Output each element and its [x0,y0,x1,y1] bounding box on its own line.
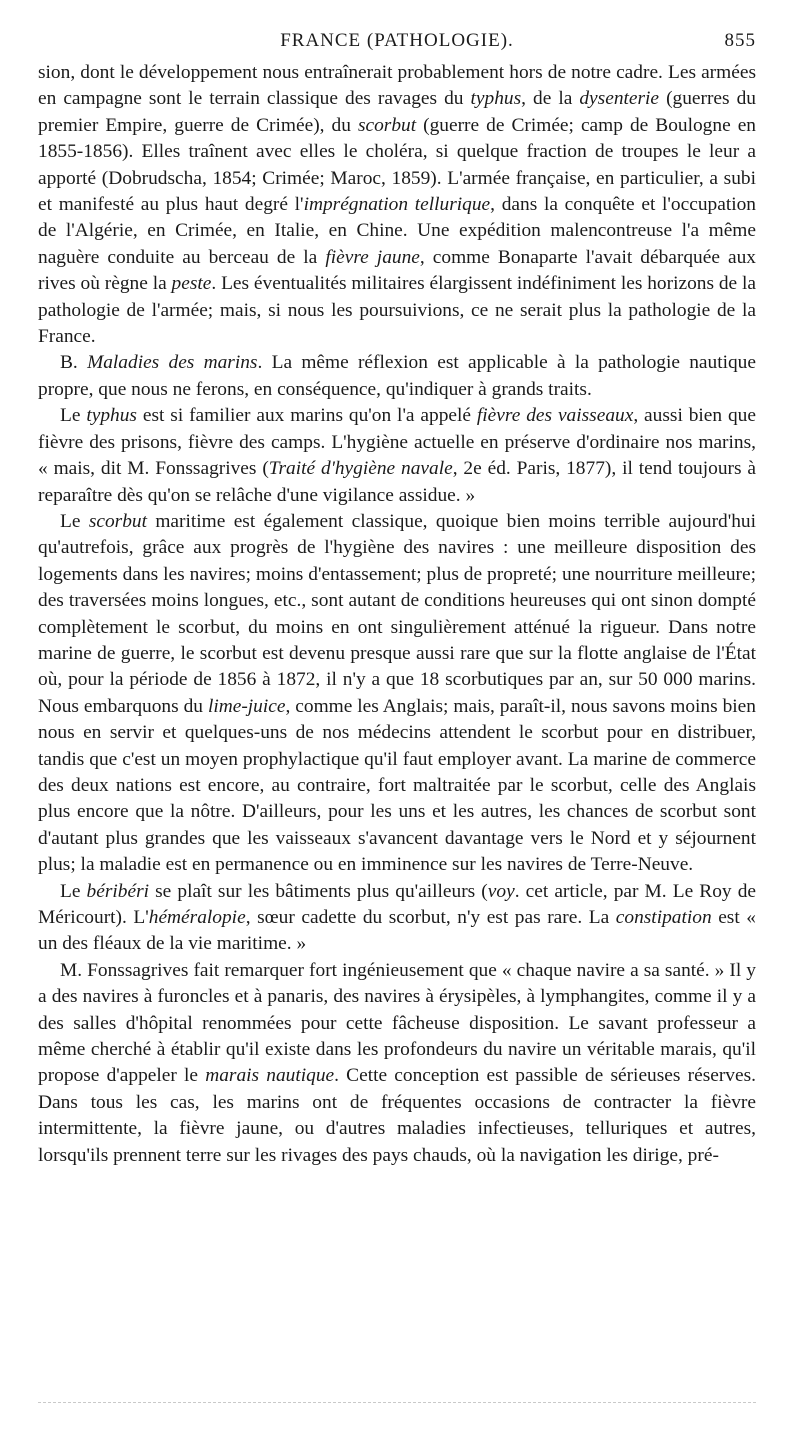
text-run: (guerre de Crimée; camp de Boulogne en 1855-1856). Elles traînent avec elles le choléra, si quelque fraction de troupes le leur a apporté (Dobrudscha, 1854; Crimée; Maroc, 1859). L'armée française, en particulier, a subi et manifesté au plus haut degré l' [38,114,757,216]
text-run: , dans la conquête et l'occupation de l'Algérie, en Crimée, en Italie, en Chine. Une expédition malencontreuse l'a même naguère conduite au berceau de la [38,194,756,268]
text-run: , comme Bonaparte l'avait débarquée aux rives où règne la [38,246,756,295]
text-run: , sœur cadette du scorbut, n'y est pas rare. La [245,907,616,928]
text-run: B. [60,352,88,374]
footer-rule [38,1402,756,1403]
italic-run: typhus [470,88,522,110]
italic-run: fièvre des vaisseaux [476,405,634,427]
italic-run: fièvre jaune [325,246,420,268]
text-run: Le [60,880,87,902]
italic-run: Maladies des marins [87,352,258,374]
paragraph [38,60,756,350]
italic-run: peste [171,273,212,295]
text-run: . cet article, par M. Le Roy de Méricourt). L' [38,880,756,928]
text-run: M. Fonssagrives fait remarquer fort ingénieusement que « chaque navire a sa santé. » Il y a des navires à furoncles et à panaris, des navires à érysipèles, à lymphangites, comme il y a des salles d'hôpital renommées pour cette fâcheuse disposition. Le savant professeur a même cherché à établir qu'il existe dans les profondeurs du navire un véritable marais, qu'il propose d'appeler le [38,959,756,1087]
italic-run: lime-juice [207,695,286,717]
text-run: est si familier aux marins qu'on l'a appelé [136,405,477,427]
italic-run: typhus [86,405,137,427]
italic-run: constipation [615,907,712,928]
italic-run: scorbut [357,114,417,136]
text-run: , de la [521,88,580,110]
running-title: FRANCE (PATHOLOGIE). [280,30,514,51]
italic-run: voy [487,880,515,902]
text-run: , aussi bien que fièvre des prisons, fièvre des camps. L'hygiène actuelle en préserve d'ordinaire nos marins, « mais, dit M. Fonssagrives ( [38,405,756,480]
italic-run: scorbut [88,510,147,532]
paragraph [38,879,756,958]
paragraph [38,403,756,509]
italic-run: dysenterie [579,88,660,110]
page-number: 855 [724,30,756,51]
text-run: . Cette conception est passible de sérieuses réserves. Dans tous les cas, les marins ont de fréquentes occasions de contracter la fièvre intermittente, la fièvre jaune, ou d'autres maladies infectieuses, telluriques et autres, lorsqu'ils prennent terre sur les rivages des pays chauds, où la navigation les dirige, pré- [38,1065,756,1166]
italic-run: béribéri [86,880,150,902]
paragraph [38,958,756,1169]
text-run: Le [60,405,87,427]
text-run: , 2e éd. Paris, 1877), il tend toujours à reparaître dès qu'on se relâche d'une vigilance assidue. » [38,458,756,506]
text-run: (guerres du premier Empire, guerre de Crimée), du [38,88,756,136]
text-run: maritime est également classique, quoique bien moins terrible aujourd'hui qu'autrefois, grâce aux progrès de l'hygiène des navires : une meilleure disposition des logements dans les navires; moins d'entassement; plus de propreté; une nourriture meilleure; des traversées moins longues, etc., sont autant de conditions heureuses qui ont sinon dompté complètement le scorbut, du moins en ont singulièrement atténué la rigueur. Dans notre marine de guerre, le scorbut est devenu presque aussi rare que sur la flotte anglaise de l'État où, pour la période de 1856 à 1872, il n'y a que 18 scorbutiques par an, sur 50 000 marins. Nous embarquons du [38,510,757,717]
italic-run: imprégnation tellurique [303,194,491,216]
text-run: , comme les Anglais; mais, paraît-il, nous savons moins bien nous en servir et quelques-uns de nos médecins attendent le scorbut pour en distribuer, tandis que c'est un moyen prophylactique qu'il faut employer avant. La marine de commerce des deux nations est encore, au contraire, fort maltraitée par le scorbut, celle des Anglais plus encore que la nôtre. D'ailleurs, pour les uns et les autres, les chances de scorbut sont d'autant plus grandes que les vaisseaux s'avancent davantage vers le Nord et y séjournent plus; la maladie est en permanence ou en imminence sur les navires de Terre-Neuve. [38,695,756,876]
text-run: est « un des fléaux de la vie maritime. » [38,907,756,955]
text-run: . Les éventualités militaires élargissent indéfiniment les horizons de la pathologie de l'armée; mais, si nous les poursuivions, ce ne serait plus la pathologie de la France. [38,273,756,348]
italic-run: marais nautique [205,1065,335,1087]
text-run: . La même réflexion est applicable à la pathologie nautique propre, que nous ne ferons, en conséquence, qu'indiquer à grands traits. [38,352,756,400]
text-run: Le [60,510,89,532]
text-run: sion, dont le développement nous entraînerait probablement hors de notre cadre. Les armées en campagne sont le terrain classique des ravages du [38,62,756,110]
italic-run: Traité d'hygiène navale [268,458,453,480]
text-run: se plaît sur les bâtiments plus qu'ailleurs ( [149,880,488,902]
page-header [38,26,756,60]
paragraph [38,350,756,403]
italic-run: héméralopie [148,907,246,928]
body-text [38,60,756,1169]
paragraph [38,509,756,879]
